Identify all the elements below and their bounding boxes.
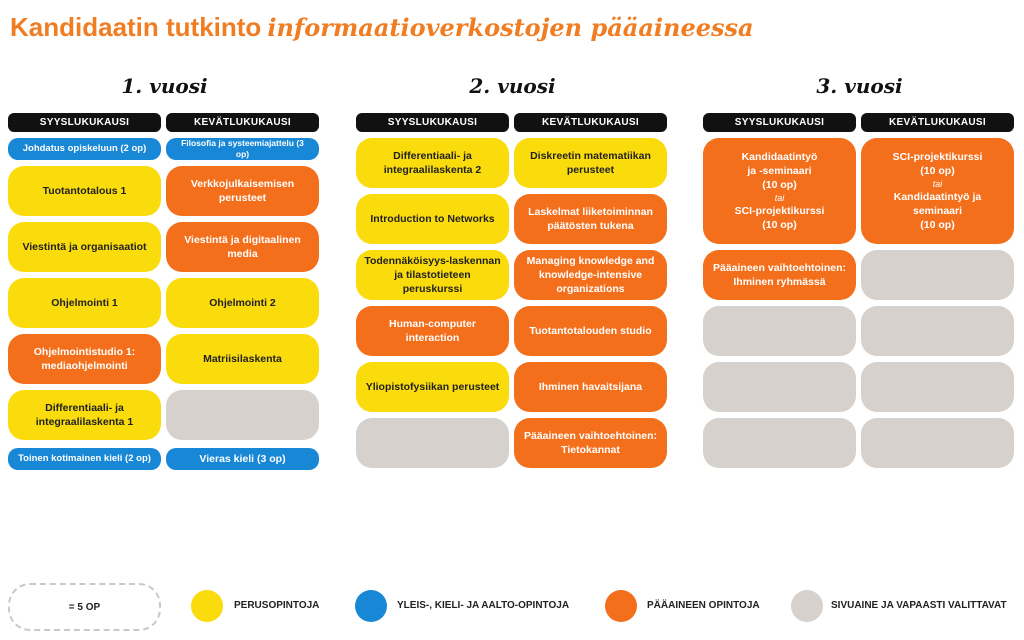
legend-5op-label: = 5 OP	[68, 601, 101, 613]
semester-header-autumn: SYYSLUKUKAUSI	[8, 113, 161, 132]
semester-header-spring: KEVÄTLUKUKAUSI	[166, 113, 319, 132]
course-box: Introduction to Networks	[356, 194, 509, 244]
legend-blue-label: YLEIS-, KIELI- JA AALTO-OPINTOJA	[397, 600, 570, 611]
course-box: Ohjelmointi 2	[166, 278, 319, 328]
year-2-title: 2. vuosi	[469, 74, 556, 98]
course-box: Filosofia ja systeemiajattelu (3 op)	[166, 138, 319, 160]
course-box: Viestintä ja digitaalinen media	[166, 222, 319, 272]
empty-slot	[861, 306, 1014, 356]
semester-header-spring: KEVÄTLUKUKAUSI	[861, 113, 1014, 132]
legend-yellow-label: PERUSOPINTOJA	[234, 600, 320, 611]
empty-slot	[703, 306, 856, 356]
course-box: Matriisilaskenta	[166, 334, 319, 384]
semester-header-spring: KEVÄTLUKUKAUSI	[514, 113, 667, 132]
legend-orange-swatch	[605, 590, 637, 622]
legend-yellow-swatch	[191, 590, 223, 622]
year-1-heading	[8, 74, 321, 98]
course-box: Johdatus opiskeluun (2 op)	[8, 138, 161, 160]
empty-slot	[861, 418, 1014, 468]
year-1-title: 1. vuosi	[121, 74, 208, 98]
course-box: Diskreetin matematiikan perusteet	[514, 138, 667, 188]
legend-gray-swatch	[791, 590, 823, 622]
course-line: (10 op)	[920, 219, 955, 232]
course-or-label: tai	[774, 193, 785, 204]
course-or-label: tai	[932, 178, 943, 189]
legend-gray-label: SIVUAINE JA VAPAASTI VALITTAVAT	[831, 600, 1007, 611]
course-box: Managing knowledge and knowledge-intensive organizations	[514, 250, 667, 300]
course-box: Tuotantotalouden studio	[514, 306, 667, 356]
course-box: Laskelmat liiketoiminnan päätösten tukena	[514, 194, 667, 244]
course-box-thesis-or-project	[703, 138, 856, 244]
course-box: Differentiaali- ja integraalilaskenta 2	[356, 138, 509, 188]
course-line: (10 op)	[762, 219, 797, 232]
title-italic: informaatioverkostojen pääaineessa	[267, 13, 754, 42]
year-3-title: 3. vuosi	[816, 74, 903, 98]
course-box: Ohjelmointi 1	[8, 278, 161, 328]
course-box: Todennäköisyys-laskennan ja tilastotieteen peruskurssi	[356, 250, 509, 300]
course-line: (10 op)	[762, 178, 797, 191]
course-line: ja -seminaari	[747, 164, 812, 177]
course-box: Pääaineen vaihtoehtoinen: Ihminen ryhmässä	[703, 250, 856, 300]
course-line: SCI-projektikurssi	[892, 150, 983, 163]
course-box-project-or-thesis	[861, 138, 1014, 244]
course-line: Kandidaatintyö ja seminaari	[893, 190, 982, 218]
course-box: Vieras kieli (3 op)	[166, 448, 319, 470]
page-title	[10, 12, 754, 43]
course-box: Viestintä ja organisaatiot	[8, 222, 161, 272]
semester-header-autumn: SYYSLUKUKAUSI	[703, 113, 856, 132]
course-line: Kandidaatintyö	[741, 150, 818, 163]
course-line: SCI-projektikurssi	[734, 205, 825, 218]
course-box: Ihminen havaitsijana	[514, 362, 667, 412]
course-box: Pääaineen vaihtoehtoinen: Tietokannat	[514, 418, 667, 468]
empty-slot	[703, 362, 856, 412]
year-3-heading	[703, 74, 1016, 98]
empty-slot	[861, 250, 1014, 300]
course-line: (10 op)	[920, 164, 955, 177]
legend-5op-box	[8, 583, 161, 631]
legend-blue-swatch	[355, 590, 387, 622]
course-box: Human-computer interaction	[356, 306, 509, 356]
empty-slot	[703, 418, 856, 468]
legend-orange-label: PÄÄAINEEN OPINTOJA	[647, 600, 760, 611]
year-2-heading	[356, 74, 669, 98]
course-box: Yliopistofysiikan perusteet	[356, 362, 509, 412]
title-main: Kandidaatin tutkinto	[10, 12, 262, 42]
course-box: Toinen kotimainen kieli (2 op)	[8, 448, 161, 470]
empty-slot	[861, 362, 1014, 412]
semester-header-autumn: SYYSLUKUKAUSI	[356, 113, 509, 132]
course-box: Tuotantotalous 1	[8, 166, 161, 216]
course-box: Verkkojulkaisemisen perusteet	[166, 166, 319, 216]
course-box: Ohjelmointistudio 1: mediaohjelmointi	[8, 334, 161, 384]
empty-slot	[356, 418, 509, 468]
course-box: Differentiaali- ja integraalilaskenta 1	[8, 390, 161, 440]
empty-slot	[166, 390, 319, 440]
